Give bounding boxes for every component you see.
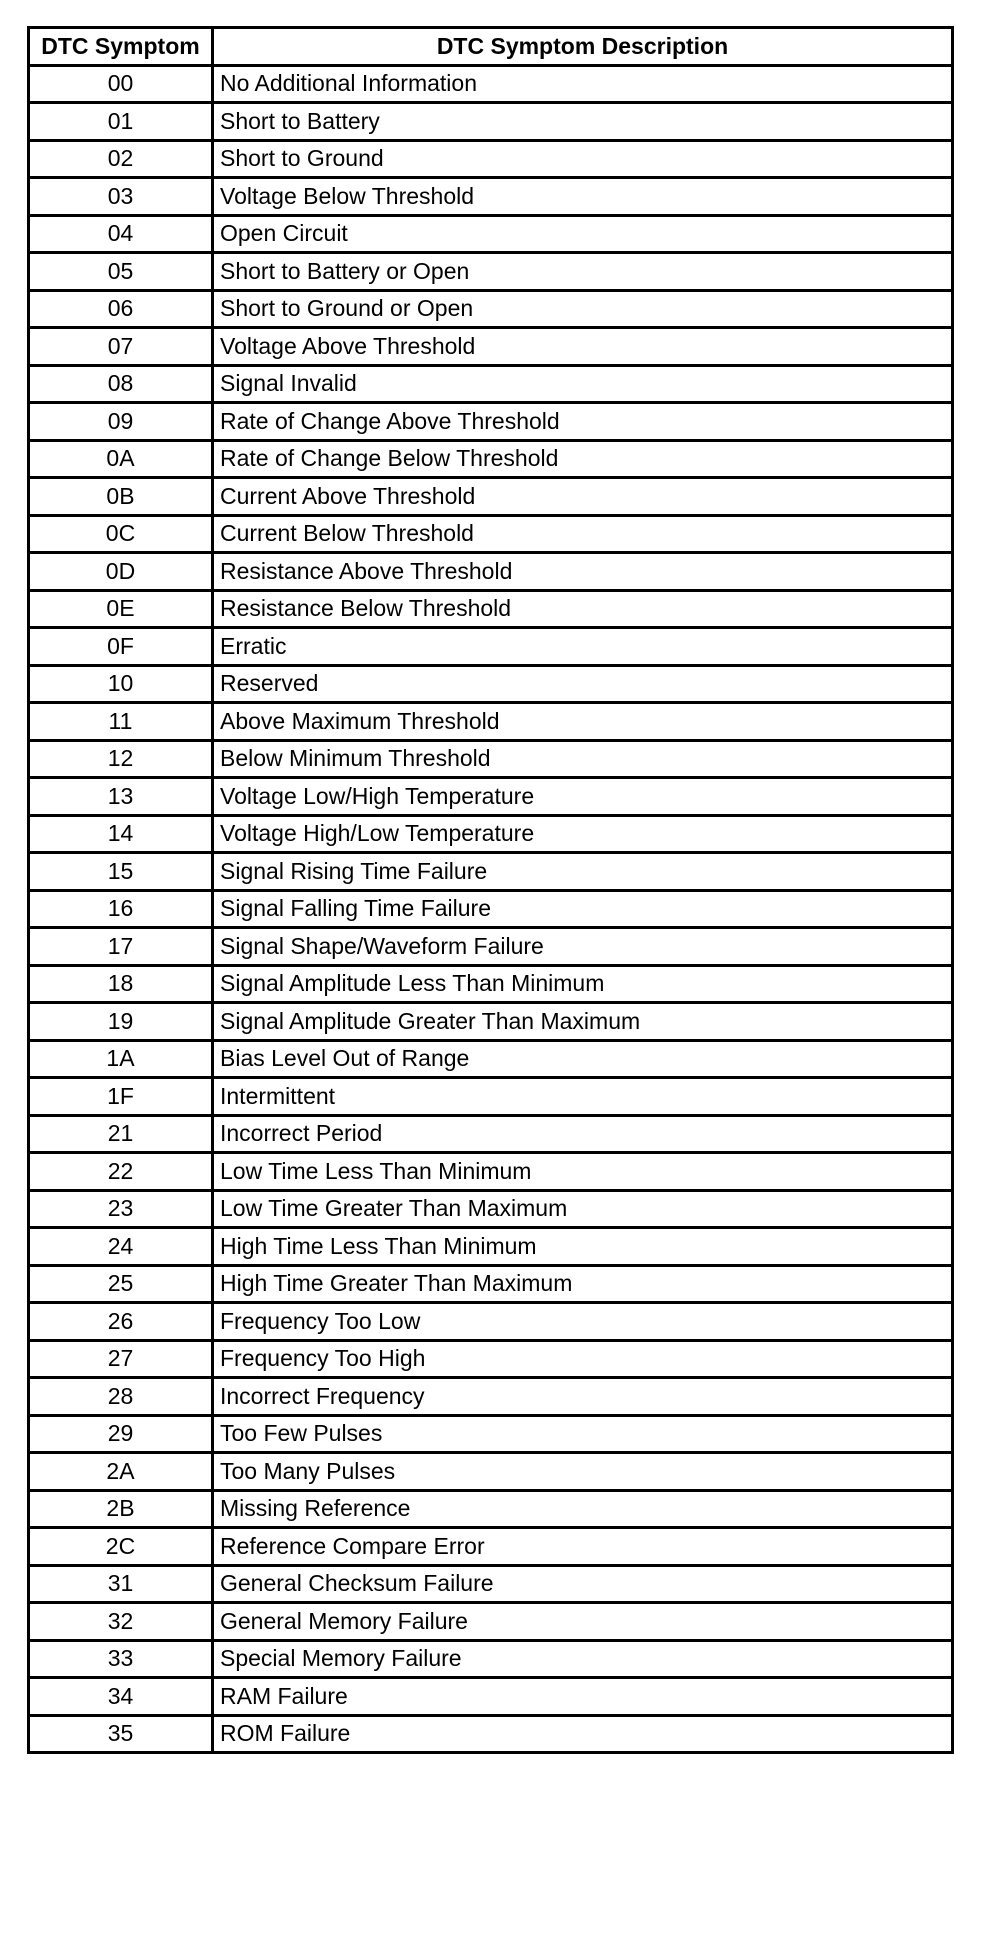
dtc-description-cell: Open Circuit [213, 215, 953, 253]
dtc-description-cell: Resistance Above Threshold [213, 553, 953, 591]
table-row [29, 1078, 953, 1116]
dtc-code-cell: 21 [29, 1115, 213, 1153]
table-row [29, 1115, 953, 1153]
dtc-description-cell: Voltage Below Threshold [213, 178, 953, 216]
dtc-code-cell: 05 [29, 253, 213, 291]
dtc-code-cell: 0E [29, 590, 213, 628]
table-row [29, 403, 953, 441]
dtc-description-cell: RAM Failure [213, 1678, 953, 1716]
dtc-code-cell: 0A [29, 440, 213, 478]
dtc-code-cell: 17 [29, 928, 213, 966]
dtc-description-cell: Rate of Change Above Threshold [213, 403, 953, 441]
dtc-description-cell: Erratic [213, 628, 953, 666]
dtc-code-cell: 12 [29, 740, 213, 778]
dtc-description-cell: Voltage Above Threshold [213, 328, 953, 366]
table-row [29, 1190, 953, 1228]
dtc-description-cell: General Memory Failure [213, 1603, 953, 1641]
dtc-description-cell: Frequency Too High [213, 1340, 953, 1378]
dtc-code-cell: 28 [29, 1378, 213, 1416]
dtc-description-cell: Intermittent [213, 1078, 953, 1116]
dtc-code-cell: 07 [29, 328, 213, 366]
dtc-description-cell: Special Memory Failure [213, 1640, 953, 1678]
table-row [29, 1303, 953, 1341]
dtc-code-cell: 02 [29, 140, 213, 178]
dtc-description-cell: Signal Amplitude Less Than Minimum [213, 965, 953, 1003]
table-row [29, 928, 953, 966]
table-header-row [29, 28, 953, 66]
table-row [29, 703, 953, 741]
dtc-description-cell: Signal Amplitude Greater Than Maximum [213, 1003, 953, 1041]
table-body [29, 65, 953, 1753]
dtc-description-cell: High Time Greater Than Maximum [213, 1265, 953, 1303]
dtc-code-cell: 18 [29, 965, 213, 1003]
column-header-description: DTC Symptom Description [213, 28, 953, 66]
table-row [29, 290, 953, 328]
dtc-code-cell: 0F [29, 628, 213, 666]
dtc-description-cell: Frequency Too Low [213, 1303, 953, 1341]
table-row [29, 1490, 953, 1528]
dtc-description-cell: Signal Rising Time Failure [213, 853, 953, 891]
table-row [29, 740, 953, 778]
table-row [29, 440, 953, 478]
dtc-code-cell: 04 [29, 215, 213, 253]
table-row [29, 853, 953, 891]
dtc-code-cell: 00 [29, 65, 213, 103]
dtc-description-cell: Short to Ground [213, 140, 953, 178]
table-row [29, 1453, 953, 1491]
column-header-code: DTC Symptom [29, 28, 213, 66]
table-row [29, 478, 953, 516]
dtc-code-cell: 11 [29, 703, 213, 741]
dtc-description-cell: Incorrect Period [213, 1115, 953, 1153]
dtc-description-cell: Current Above Threshold [213, 478, 953, 516]
dtc-code-cell: 27 [29, 1340, 213, 1378]
table-row [29, 590, 953, 628]
dtc-description-cell: Short to Battery [213, 103, 953, 141]
table-row [29, 178, 953, 216]
dtc-code-cell: 14 [29, 815, 213, 853]
table-row [29, 1715, 953, 1753]
table-row [29, 1603, 953, 1641]
dtc-code-cell: 15 [29, 853, 213, 891]
table-row [29, 1378, 953, 1416]
dtc-code-cell: 31 [29, 1565, 213, 1603]
dtc-code-cell: 22 [29, 1153, 213, 1191]
dtc-description-cell: Missing Reference [213, 1490, 953, 1528]
dtc-description-cell: High Time Less Than Minimum [213, 1228, 953, 1266]
dtc-code-cell: 0C [29, 515, 213, 553]
table-row [29, 365, 953, 403]
dtc-description-cell: Voltage High/Low Temperature [213, 815, 953, 853]
dtc-code-cell: 34 [29, 1678, 213, 1716]
dtc-description-cell: Resistance Below Threshold [213, 590, 953, 628]
dtc-description-cell: ROM Failure [213, 1715, 953, 1753]
dtc-code-cell: 0D [29, 553, 213, 591]
table-row [29, 253, 953, 291]
dtc-description-cell: Short to Battery or Open [213, 253, 953, 291]
table-row [29, 103, 953, 141]
dtc-description-cell: Reference Compare Error [213, 1528, 953, 1566]
dtc-code-cell: 35 [29, 1715, 213, 1753]
table-row [29, 815, 953, 853]
table-row [29, 553, 953, 591]
table-row [29, 1153, 953, 1191]
dtc-description-cell: Above Maximum Threshold [213, 703, 953, 741]
dtc-code-cell: 29 [29, 1415, 213, 1453]
table-row [29, 1565, 953, 1603]
dtc-description-cell: Too Many Pulses [213, 1453, 953, 1491]
dtc-code-cell: 1F [29, 1078, 213, 1116]
dtc-description-cell: Signal Falling Time Failure [213, 890, 953, 928]
dtc-description-cell: Rate of Change Below Threshold [213, 440, 953, 478]
dtc-code-cell: 08 [29, 365, 213, 403]
dtc-code-cell: 24 [29, 1228, 213, 1266]
table-row [29, 1228, 953, 1266]
table-row [29, 1265, 953, 1303]
table-row [29, 1678, 953, 1716]
table-row [29, 1640, 953, 1678]
dtc-description-cell: No Additional Information [213, 65, 953, 103]
dtc-description-cell: Voltage Low/High Temperature [213, 778, 953, 816]
table-row [29, 140, 953, 178]
dtc-code-cell: 09 [29, 403, 213, 441]
dtc-description-cell: General Checksum Failure [213, 1565, 953, 1603]
dtc-code-cell: 2A [29, 1453, 213, 1491]
table-row [29, 215, 953, 253]
dtc-description-cell: Too Few Pulses [213, 1415, 953, 1453]
dtc-code-cell: 06 [29, 290, 213, 328]
dtc-description-cell: Bias Level Out of Range [213, 1040, 953, 1078]
dtc-description-cell: Low Time Less Than Minimum [213, 1153, 953, 1191]
dtc-code-cell: 19 [29, 1003, 213, 1041]
table-row [29, 65, 953, 103]
dtc-code-cell: 32 [29, 1603, 213, 1641]
dtc-code-cell: 2C [29, 1528, 213, 1566]
table-row [29, 665, 953, 703]
dtc-code-cell: 16 [29, 890, 213, 928]
table-row [29, 628, 953, 666]
dtc-description-cell: Low Time Greater Than Maximum [213, 1190, 953, 1228]
table-row [29, 1415, 953, 1453]
dtc-symptom-table [27, 26, 954, 1754]
table-row [29, 890, 953, 928]
dtc-code-cell: 2B [29, 1490, 213, 1528]
table-row [29, 965, 953, 1003]
dtc-description-cell: Signal Invalid [213, 365, 953, 403]
dtc-description-cell: Below Minimum Threshold [213, 740, 953, 778]
dtc-description-cell: Incorrect Frequency [213, 1378, 953, 1416]
dtc-code-cell: 33 [29, 1640, 213, 1678]
dtc-code-cell: 01 [29, 103, 213, 141]
dtc-description-cell: Reserved [213, 665, 953, 703]
table-row [29, 1003, 953, 1041]
dtc-description-cell: Signal Shape/Waveform Failure [213, 928, 953, 966]
table-row [29, 515, 953, 553]
table-row [29, 778, 953, 816]
dtc-code-cell: 0B [29, 478, 213, 516]
dtc-code-cell: 1A [29, 1040, 213, 1078]
dtc-code-cell: 03 [29, 178, 213, 216]
dtc-description-cell: Short to Ground or Open [213, 290, 953, 328]
dtc-code-cell: 23 [29, 1190, 213, 1228]
dtc-code-cell: 13 [29, 778, 213, 816]
table-row [29, 1528, 953, 1566]
dtc-code-cell: 25 [29, 1265, 213, 1303]
table-row [29, 328, 953, 366]
table-row [29, 1040, 953, 1078]
dtc-description-cell: Current Below Threshold [213, 515, 953, 553]
table-row [29, 1340, 953, 1378]
dtc-code-cell: 10 [29, 665, 213, 703]
dtc-code-cell: 26 [29, 1303, 213, 1341]
